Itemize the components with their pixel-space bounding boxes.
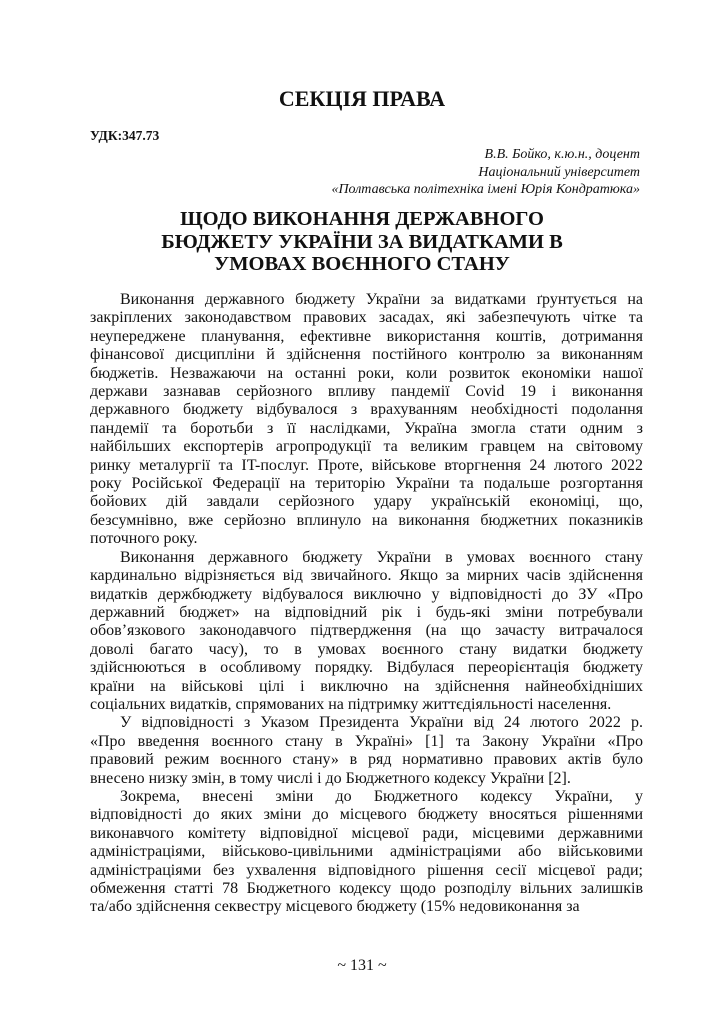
paragraph-line: країни на військові цілі і виключно на здійснення найнеобхідніших xyxy=(90,677,643,695)
paragraph-line: соціальних видатків, спрямованих на підтримку життєдіяльності населення. xyxy=(90,695,612,713)
author-block xyxy=(331,146,640,199)
article-title-line: БЮДЖЕТУ УКРАЇНИ ЗА ВИДАТКАМИ В xyxy=(161,230,563,253)
article-title-line: УМОВАХ ВОЄННОГО СТАНУ xyxy=(214,253,510,275)
paragraph-line: Зокрема, внесені зміни до Бюджетного кодексу України, у xyxy=(120,787,643,805)
author-name: В.В. Бойко, к.ю.н., доцент xyxy=(484,147,640,162)
paragraph-line: ринку металургії та IT-послуг. Проте, військове вторгнення 24 лютого 2022 xyxy=(90,456,643,474)
paragraph-line: неупереджене планування, ефективне використання коштів, дотримання xyxy=(90,327,643,345)
paragraph-line: Виконання державного бюджету України за видатками ґрунтується на xyxy=(120,291,643,308)
article-title xyxy=(0,208,724,276)
section-title: СЕКЦІЯ ПРАВА xyxy=(278,86,446,111)
paragraph-line: держави зазнавав серйозного впливу пандемії Covid 19 і виконання xyxy=(90,383,643,401)
paragraph-line: закріплених законодавством правових засадах, які забезпечують чітке та xyxy=(90,309,643,327)
paragraph-line: бойових дій завдали серйозного удару українській економіці, що, xyxy=(90,493,643,511)
paragraph-line: державного бюджету відбувалося з врахуванням необхідності подолання xyxy=(90,401,643,419)
paragraph-line: адміністраціями, військово-цивільними адміністраціями або військовими xyxy=(90,843,643,861)
paragraph-line: здійснюються в особливому порядку. Відбулася переорієнтація бюджету xyxy=(90,659,643,677)
paragraph-line: бюджетів. Незважаючи на останні роки, коли розвиток економіки нашої xyxy=(90,364,643,382)
paragraph-line: року Російської Федерації на територію України та подальше розгортання xyxy=(90,475,643,493)
paragraph-line: обмеження статті 78 Бюджетного кодексу щодо розподілу вільних залишків xyxy=(90,880,643,897)
paragraph-line: безсумнівно, вже серйозно вплинуло на виконання бюджетних показників xyxy=(90,511,643,529)
article-title-line: ЩОДО ВИКОНАННЯ ДЕРЖАВНОГО xyxy=(180,208,544,230)
author-affiliation: Національний університет xyxy=(478,164,640,180)
paragraph-line: пандемії та боротьби з її наслідками, Україна змогла стати одним з xyxy=(90,419,643,437)
paragraph-line: поточного року. xyxy=(90,530,198,548)
paragraph-line: фінансової дисципліни й здійснення постійного контролю за виконанням xyxy=(90,346,643,364)
author-university: «Полтавська політехніка імені Юрія Кондратюка» xyxy=(331,182,640,197)
paragraph-line: У відповідності з Указом Президента України від 24 лютого 2022 р. xyxy=(120,714,643,732)
udk-code: УДК:347.73 xyxy=(90,128,160,143)
paragraph-line: «Про введення воєнного стану в Україні» [1] та Закону України «Про xyxy=(90,732,643,750)
paragraph-line: доволі багато часу), то в умовах воєнного стану видатки бюджету xyxy=(90,640,643,658)
paragraph-line: внесено низку змін, в тому числі і до Бюджетного кодексу України [2]. xyxy=(90,769,571,787)
paragraph-line: обов’язкового законодавчого підтвердження (на що зачасту витрачалося xyxy=(90,622,643,640)
article-body xyxy=(90,291,643,917)
page-number: ~ 131 ~ xyxy=(337,957,387,974)
paragraph-line: найбільших експортерів агропродукції та великим гравцем на світовому xyxy=(90,438,643,456)
paragraph-line: видатків держбюджету відбувалося виключно у відповідності до ЗУ «Про xyxy=(90,585,643,603)
paragraph-line: Виконання державного бюджету України в умовах воєнного стану xyxy=(120,548,643,566)
paragraph-line: та/або здійснення секвестру місцевого бюджету (15% недовиконання за xyxy=(90,898,580,916)
paragraph-line: адміністраціями без ухвалення відповідного рішення сесії місцевої ради; xyxy=(90,861,643,879)
paragraph-line: правовий режим воєнного стану» в ряд нормативно правових актів було xyxy=(90,751,643,769)
paragraph-line: виконавчого комітету відповідної місцевої ради, місцевими державними xyxy=(90,824,643,842)
paragraph-line: відповідності до яких зміни до місцевого бюджету вносяться рішеннями xyxy=(90,806,643,824)
paragraph-line: кардинально відрізняється від звичайного. Якщо за мирних часів здійснення xyxy=(90,567,643,585)
paragraph-line: державний бюджет» на відповідний рік і будь-які зміни потребували xyxy=(90,603,643,621)
